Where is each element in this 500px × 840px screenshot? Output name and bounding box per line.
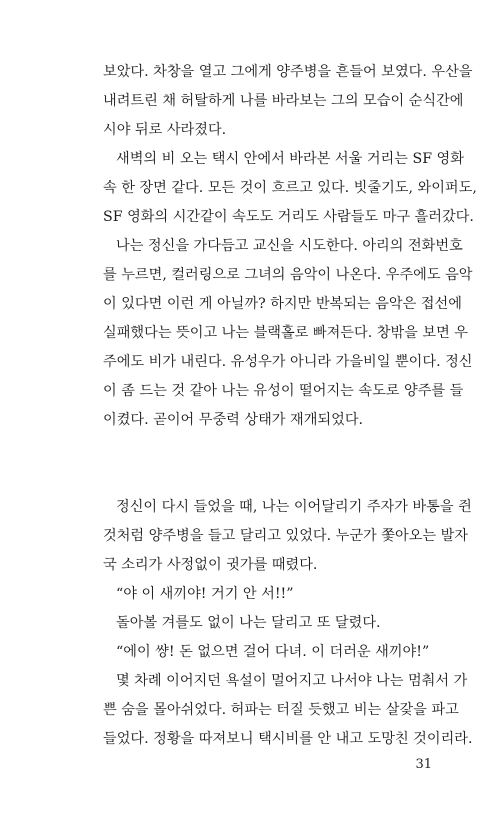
section-break [103, 464, 433, 493]
paragraph [103, 667, 473, 754]
text-line: 들었다. 정황을 따져보니 택시비를 안 내고 도망친 것이리라. [103, 731, 473, 747]
text-line: 이 좀 드는 것 같아 나는 유성이 떨어지는 속도로 양주를 들 [103, 383, 464, 399]
text-line: 몇 차례 이어지던 욕설이 멀어지고 나서야 나는 멈춰서 가 [116, 673, 468, 689]
page-number: 31 [415, 757, 432, 772]
text-line: 쁜 숨을 몰아쉬었다. 허파는 터질 듯했고 비는 살갗을 파고 [103, 702, 459, 718]
text-line: 새벽의 비 오는 택시 안에서 바라본 서울 거리는 SF 영화 [116, 151, 464, 167]
text-line: 국 소리가 사정없이 귓가를 때렸다. [103, 557, 318, 573]
section-break [103, 435, 433, 464]
text-line: 돌아볼 겨를도 없이 나는 달리고 또 달렸다. [116, 615, 381, 631]
paragraph [103, 58, 473, 145]
text-line: 속 한 장면 같다. 모든 것이 흐르고 있다. 빗줄기도, 와이퍼도, [103, 180, 477, 196]
paragraph [103, 609, 433, 638]
text-line: 이 있다면 이런 게 아닐까? 하지만 반복되는 음악은 접선에 [103, 296, 462, 312]
text-line: “야 이 새끼야! 거기 안 서!!” [116, 586, 294, 602]
text-line: “에이 썅! 돈 없으면 걸어 다녀. 이 더러운 새끼야!” [116, 644, 430, 660]
text-line: 나는 정신을 가다듬고 교신을 시도한다. 아리의 전화번호 [116, 238, 463, 254]
text-line: 실패했다는 뜻이고 나는 블랙홀로 빠져든다. 창밖을 보면 우 [103, 325, 469, 341]
dialogue-line [103, 638, 433, 667]
body-text [103, 58, 477, 754]
paragraph [103, 145, 477, 232]
text-line: 내려트린 채 허탈하게 나를 바라보는 그의 모습이 순식간에 [103, 93, 464, 109]
text-line: 이켰다. 곧이어 무중력 상태가 재개되었다. [103, 412, 364, 428]
text-line: 정신이 다시 들었을 때, 나는 이어달리기 주자가 바통을 쥔 [116, 499, 472, 515]
text-line: SF 영화의 시간같이 속도도 거리도 사람들도 마구 흘러갔다. [103, 209, 474, 225]
paragraph [103, 232, 473, 435]
text-line: 시야 뒤로 사라졌다. [103, 122, 227, 138]
text-line: 것처럼 양주병을 들고 달리고 있었다. 누군가 쫓아오는 발자 [103, 528, 469, 544]
dialogue-line [103, 580, 433, 609]
paragraph [103, 493, 472, 580]
text-line: 보았다. 차창을 열고 그에게 양주병을 흔들어 보였다. 우산을 [103, 64, 473, 80]
text-line: 를 누르면, 컬러링으로 그녀의 음악이 나온다. 우주에도 음악 [103, 267, 473, 283]
text-line: 주에도 비가 내린다. 유성우가 아니라 가을비일 뿐이다. 정신 [103, 354, 473, 370]
